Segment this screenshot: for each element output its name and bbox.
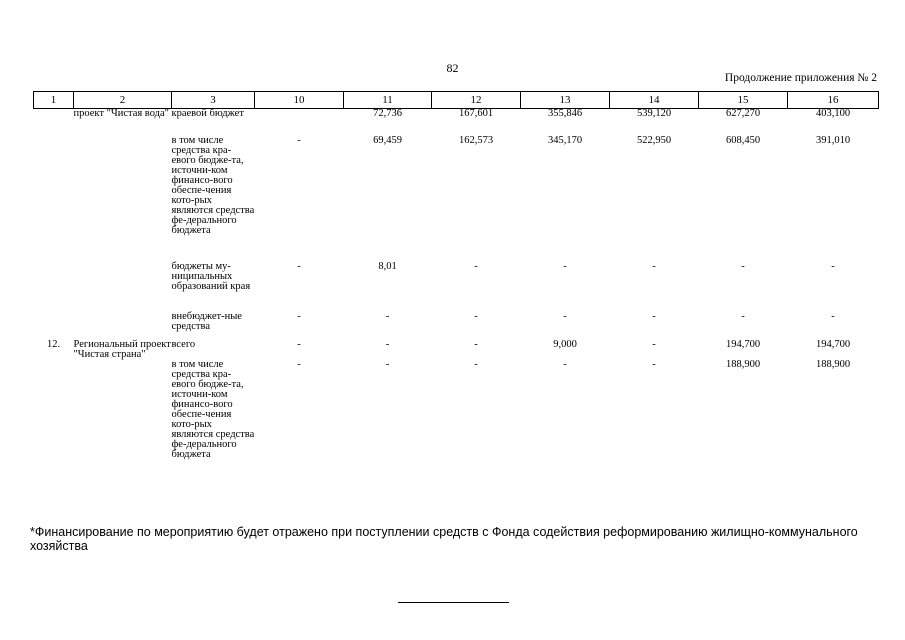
row-source: в том числе средства кра-евого бюдже-та, источни-ком финансо-вого обеспе-чения кото-рых являются средства фе-дерального бюджета [171, 358, 255, 460]
page-number: 82 [446, 61, 459, 75]
value-cell: 188,900 [725, 358, 761, 370]
value-cell: 162,573 [458, 134, 494, 146]
row-source: внебюджет-ные средства [171, 310, 242, 332]
budget-table [33, 91, 879, 480]
value-cell: 194,700 [725, 338, 761, 350]
value-cell: - [385, 338, 390, 350]
row-name: проект "Чистая вода" [73, 108, 169, 119]
row-name [74, 312, 172, 340]
row-source: краевой бюджет [171, 108, 244, 119]
value-cell: - [474, 338, 478, 350]
row-name: Региональный проект "Чистая страна" [73, 338, 171, 360]
value-cell: - [385, 358, 390, 370]
value-cell: - [563, 310, 567, 322]
col-header: 15 [699, 92, 788, 109]
footnote: *Финансирование по мероприятию будет отражено при поступлении средств с Фонда содействия реформированию жилищно-коммунального хозяйства [30, 525, 858, 553]
value-cell: 188,900 [815, 358, 851, 370]
value-cell: 72,736 [373, 108, 402, 119]
value-cell: 8,01 [378, 260, 397, 272]
row-number [34, 109, 74, 136]
row-number [34, 136, 74, 262]
value-cell: - [741, 310, 745, 322]
value-cell: - [563, 260, 567, 272]
table-row [34, 136, 879, 262]
col-header: 12 [432, 92, 521, 109]
value-cell: 403,100 [815, 108, 851, 119]
value-cell: 167,601 [458, 108, 494, 119]
value-cell: 69,459 [373, 134, 402, 146]
value-cell: - [652, 260, 656, 272]
value-cell: - [474, 260, 478, 272]
value-cell: - [297, 338, 301, 350]
value-cell: - [652, 338, 656, 350]
value-cell: - [652, 358, 656, 370]
value-cell: 9,000 [553, 338, 577, 350]
col-header: 2 [74, 92, 172, 109]
value-cell: - [741, 260, 745, 272]
col-header: 14 [610, 92, 699, 109]
row-source: всего [171, 338, 196, 350]
value-cell: - [297, 260, 301, 272]
table-row [34, 109, 879, 136]
value-cell: - [563, 358, 567, 370]
value-cell: - [297, 358, 301, 370]
value-cell: 345,170 [547, 134, 583, 146]
value-cell: 539,120 [636, 108, 672, 119]
value-cell: - [297, 134, 301, 146]
col-header: 16 [788, 92, 879, 109]
col-header: 13 [521, 92, 610, 109]
row-name [74, 360, 172, 480]
value-cell: 194,700 [815, 338, 851, 350]
row-source: в том числе средства кра-евого бюдже-та, источни-ком финансо-вого обеспе-чения кото-рых являются средства фе-дерального бюджета [171, 134, 255, 236]
col-header: 10 [255, 92, 344, 109]
value-cell: 522,950 [636, 134, 672, 146]
value-cell: - [831, 310, 835, 322]
row-number [34, 360, 74, 480]
value-cell: - [474, 358, 478, 370]
value-cell: - [474, 310, 478, 322]
table-body [34, 109, 879, 480]
value-cell [255, 109, 344, 136]
value-cell: 391,010 [815, 134, 851, 146]
col-header: 3 [172, 92, 255, 109]
value-cell: - [297, 310, 301, 322]
row-number [34, 262, 74, 312]
row-number [34, 312, 74, 340]
header-row [34, 92, 879, 109]
value-cell: 355,846 [547, 108, 583, 119]
value-cell: - [652, 310, 656, 322]
value-cell: - [831, 260, 835, 272]
col-header: 1 [34, 92, 74, 109]
table-row [34, 360, 879, 480]
value-cell: - [385, 310, 390, 322]
col-header: 11 [344, 92, 432, 109]
table-row [34, 312, 879, 340]
row-source: бюджеты му-ниципальных образований края [171, 260, 251, 292]
continuation-label: Продолжение приложения № 2 [724, 72, 877, 84]
footer-divider [398, 602, 509, 603]
table-row [34, 340, 879, 360]
row-number: 12. [46, 338, 61, 350]
table-row [34, 262, 879, 312]
value-cell: 627,270 [725, 108, 761, 119]
value-cell: 608,450 [725, 134, 761, 146]
row-name [74, 136, 172, 262]
row-name [74, 262, 172, 312]
